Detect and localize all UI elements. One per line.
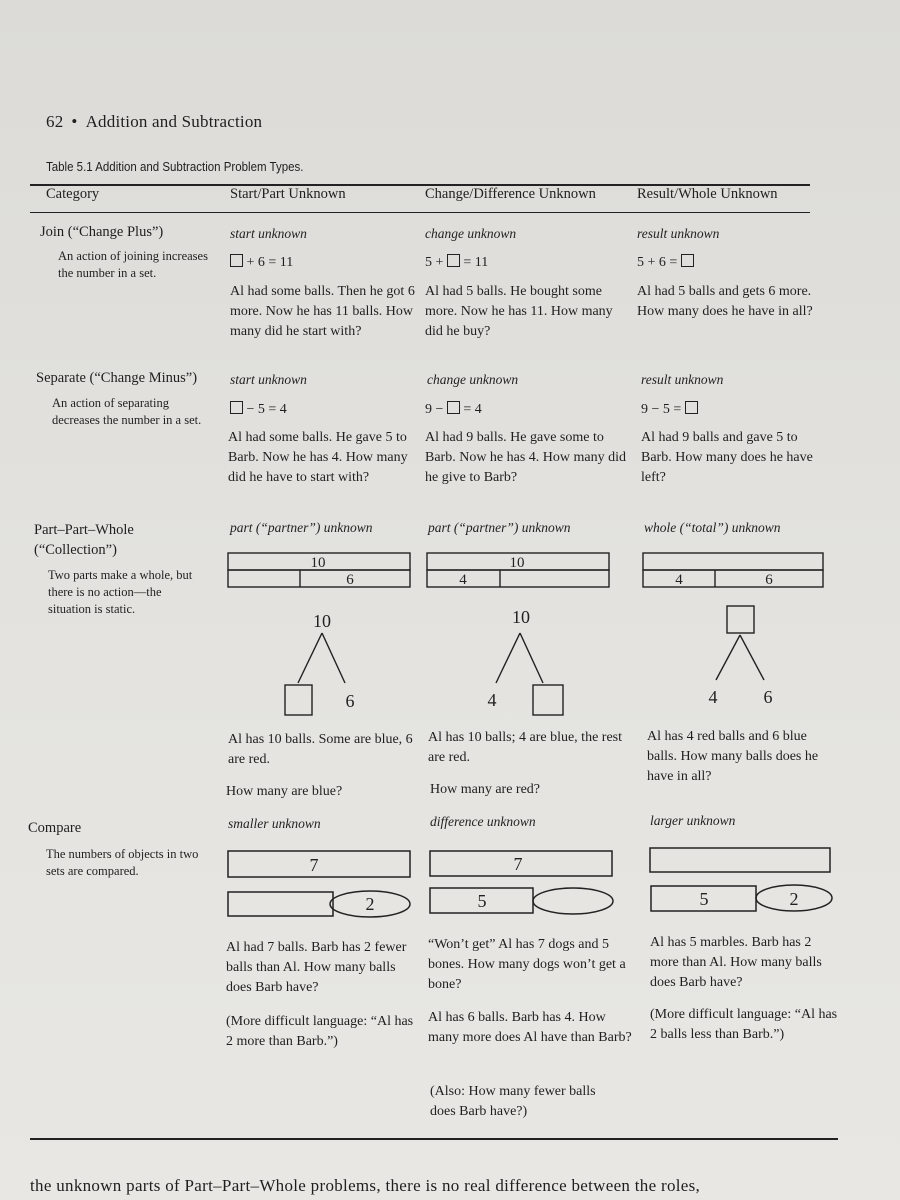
compare-c3-oval-label: 2 <box>789 889 799 909</box>
ppw-c2-bar-top-label: 10 <box>509 555 525 571</box>
description-join: An action of joining increases the number in a set. <box>58 249 208 280</box>
join-c3-text: Al had 5 balls and gets 6 more. How many does he have in all? <box>637 284 813 319</box>
ppw-c3-tree-right: 6 <box>763 687 773 707</box>
compare-c3-text: Al has 5 marbles. Barb has 2 more than Al. How many balls does Barb have? <box>650 935 822 990</box>
compare-c1-type: smaller unknown <box>228 816 321 831</box>
ppw-c3-bar-right-label: 6 <box>765 572 773 588</box>
ppw-c3-bar-left-label: 4 <box>675 572 683 588</box>
ppw-c2-type: part (“partner”) unknown <box>428 520 571 535</box>
compare-c3-note: (More difficult language: “Al has 2 balls less than Barb.”) <box>650 1007 838 1042</box>
running-head <box>46 112 262 132</box>
ppw-c2-tree-top: 10 <box>512 607 530 627</box>
separator: • <box>71 112 78 131</box>
unknown-box <box>230 401 243 414</box>
ppw-c1-bar-top-label: 10 <box>310 555 326 571</box>
chapter-title: Addition and Subtraction <box>85 112 263 131</box>
join-c2-type: change unknown <box>425 226 517 241</box>
ppw-c2-text: Al has 10 balls; 4 are blue, the rest are red. <box>428 730 623 765</box>
description-separate: An action of separating decreases the number in a set. <box>52 396 202 427</box>
ppw-c2-bar-bottom-label: 4 <box>459 572 467 588</box>
table-header-rule <box>30 212 810 213</box>
join-c3-type: result unknown <box>637 226 720 241</box>
ppw-c1-bar-bottom-label: 6 <box>346 572 354 588</box>
table-caption: Table 5.1 Addition and Subtraction Problem Types. <box>46 160 304 174</box>
compare-c2-text2: Al has 6 balls. Barb has 4. How many more does Al have than Barb? <box>428 1010 632 1045</box>
header-category: Category <box>46 186 100 202</box>
page-number: 62 <box>46 112 64 131</box>
separate-c2-text: Al had 9 balls. He gave some to Barb. Now he has 4. How many did he give to Barb? <box>425 430 627 485</box>
compare-c2-type: difference unknown <box>430 814 536 829</box>
separate-c3-equation: 9 − 5 = <box>641 401 698 418</box>
ppw-c1-tree-right-branch <box>322 633 345 683</box>
category-compare: Compare <box>28 820 82 836</box>
separate-c2-type: change unknown <box>427 372 519 387</box>
category-separate: Separate (“Change Minus”) <box>36 370 198 386</box>
join-c1-type: start unknown <box>230 226 307 241</box>
ppw-c1-tree-left-branch <box>298 633 322 683</box>
ppw-c3-tree-left-branch <box>716 635 740 680</box>
compare-c3-type: larger unknown <box>650 813 736 828</box>
ppw-c1-tree-top: 10 <box>313 611 331 631</box>
compare-c1-text: Al had 7 balls. Barb has 2 fewer balls than Al. How many balls does Barb have? <box>226 940 407 995</box>
compare-c1-bottom-bar <box>228 892 333 916</box>
ppw-c3-tree-right-branch <box>740 635 764 680</box>
ppw-c2-tree-left: 4 <box>487 690 497 710</box>
ppw-c3-type: whole (“total”) unknown <box>644 520 781 535</box>
compare-c1-oval-label: 2 <box>365 894 375 914</box>
category-part-part-whole: Part–Part–Whole (“Collection”) <box>34 522 134 558</box>
ppw-c1-type: part (“partner”) unknown <box>230 520 373 535</box>
ppw-c3-tree-unknown-box <box>727 606 754 633</box>
ppw-c2-parts-bar <box>427 570 609 587</box>
compare-diagrams <box>0 840 900 930</box>
ppw-c3-whole-bar <box>643 553 823 570</box>
ppw-c1-parts-bar <box>228 570 410 587</box>
ppw-c1-text: Al has 10 balls. Some are blue, 6 are red. <box>228 732 413 767</box>
compare-c2-difference-oval <box>533 888 613 914</box>
separate-c1-equation: − 5 = 4 <box>230 401 287 418</box>
continuing-body-text: the unknown parts of Part–Part–Whole problems, there is no real difference between the roles, <box>30 1176 701 1195</box>
compare-c2-note: (Also: How many fewer balls does Barb have?) <box>430 1084 596 1119</box>
separate-c1-text: Al had some balls. He gave 5 to Barb. Now he has 4. How many did he have to start with? <box>228 430 408 485</box>
compare-c2-top-label: 7 <box>513 854 523 874</box>
ppw-c2-tree-left-branch <box>496 633 520 683</box>
ppw-c2-tree-right-branch <box>520 633 543 683</box>
separate-c3-text: Al had 9 balls and gave 5 to Barb. How many does he have left? <box>641 430 813 485</box>
header-result-whole: Result/Whole Unknown <box>637 186 778 202</box>
join-c2-text: Al had 5 balls. He bought some more. Now he has 11. How many did he buy? <box>425 284 613 339</box>
join-c1-text: Al had some balls. Then he got 6 more. Now he has 11 balls. How many did he start with? <box>230 284 415 339</box>
compare-c2-bottom-label: 5 <box>477 891 487 911</box>
category-join: Join (“Change Plus”) <box>40 224 164 240</box>
ppw-c3-tree-left: 4 <box>708 687 718 707</box>
separate-c3-type: result unknown <box>641 372 724 387</box>
description-part-part-whole: Two parts make a whole, but there is no action—the situation is static. <box>48 568 193 616</box>
compare-c1-top-label: 7 <box>309 855 319 875</box>
join-c2-equation: 5 + = 11 <box>425 255 489 270</box>
ppw-c3-text: Al has 4 red balls and 6 blue balls. How many balls does he have in all? <box>647 729 819 784</box>
unknown-box <box>685 401 698 414</box>
ppw-c1-question: How many are blue? <box>226 784 343 799</box>
ppw-c1-tree-right: 6 <box>345 691 355 711</box>
join-c3-equation: 5 + 6 = <box>637 254 694 271</box>
separate-c2-equation: 9 − = 4 <box>425 402 482 417</box>
header-change-difference: Change/Difference Unknown <box>425 186 596 202</box>
compare-c1-top-bar <box>228 851 410 877</box>
ppw-c2-question: How many are red? <box>430 782 541 797</box>
compare-c2-text: “Won’t get” Al has 7 dogs and 5 bones. How many dogs won’t get a bone? <box>428 937 626 992</box>
join-c1-equation: + 6 = 11 <box>230 254 293 271</box>
compare-c3-top-bar <box>650 848 830 872</box>
compare-c1-note: (More difficult language: “Al has 2 more than Barb.”) <box>226 1014 414 1049</box>
compare-c3-bottom-label: 5 <box>699 889 709 909</box>
description-compare: The numbers of objects in two sets are compared. <box>46 847 199 878</box>
table-bottom-rule <box>30 1138 838 1140</box>
unknown-box <box>447 254 460 267</box>
separate-c1-type: start unknown <box>230 372 307 387</box>
ppw-c1-tree-unknown-box <box>285 685 312 715</box>
ppw-c2-tree-unknown-box <box>533 685 563 715</box>
part-part-whole-diagrams <box>0 540 900 720</box>
ppw-c3-parts-bar <box>643 570 823 587</box>
header-start-part: Start/Part Unknown <box>230 186 346 202</box>
unknown-box <box>681 254 694 267</box>
unknown-box <box>447 401 460 414</box>
unknown-box <box>230 254 243 267</box>
